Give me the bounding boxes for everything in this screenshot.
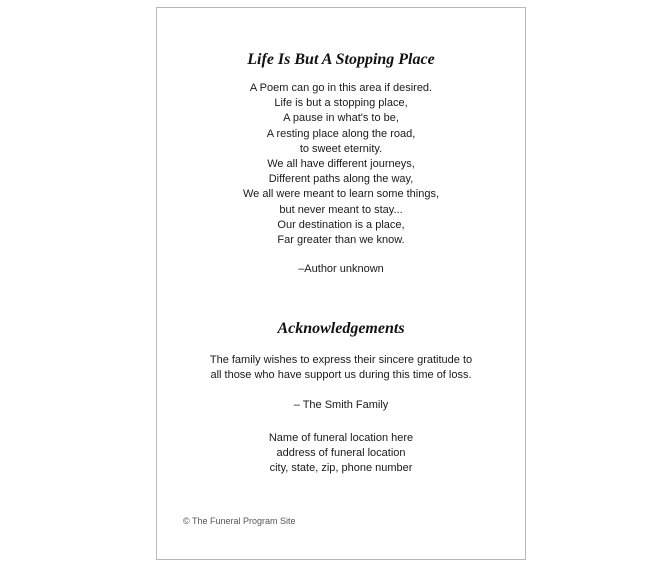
family-signature: – The Smith Family (293, 399, 389, 411)
location-line: address of funeral location (276, 447, 406, 460)
poem-line: to sweet eternity. (299, 142, 383, 155)
location-line: Name of funeral location here (268, 432, 414, 444)
acknowledgements-line: all those who have support us during this time of loss. (210, 369, 472, 382)
poem-line: Far greater than we know. (277, 233, 405, 246)
program-page (156, 7, 526, 560)
poem-line: but never meant to stay... (279, 203, 403, 216)
poem-line: We all were meant to learn some things, (242, 188, 440, 201)
poem-line: A Poem can go in this area if desired. (249, 82, 433, 94)
acknowledgements-line: The family wishes to express their sincere gratitude to (209, 354, 473, 366)
funeral-location (157, 431, 525, 477)
acknowledgements-title: Acknowledgements (277, 320, 405, 337)
acknowledgements-signature (157, 398, 525, 413)
acknowledgements-body (157, 353, 525, 383)
poem-body (157, 81, 525, 248)
poem-line: Life is but a stopping place, (274, 97, 408, 110)
poem-title: Life Is But A Stopping Place (247, 51, 435, 68)
copyright-notice: © The Funeral Program Site (183, 516, 296, 526)
poem-line: Our destination is a place, (277, 218, 405, 231)
poem-line: A pause in what's to be, (283, 112, 399, 125)
poem-line: Different paths along the way, (268, 173, 414, 186)
poem-line: A resting place along the road, (266, 127, 416, 140)
location-line: city, state, zip, phone number (269, 462, 413, 475)
poem-line: We all have different journeys, (267, 157, 415, 170)
poem-author-text: –Author unknown (298, 263, 384, 275)
poem-author (157, 262, 525, 277)
